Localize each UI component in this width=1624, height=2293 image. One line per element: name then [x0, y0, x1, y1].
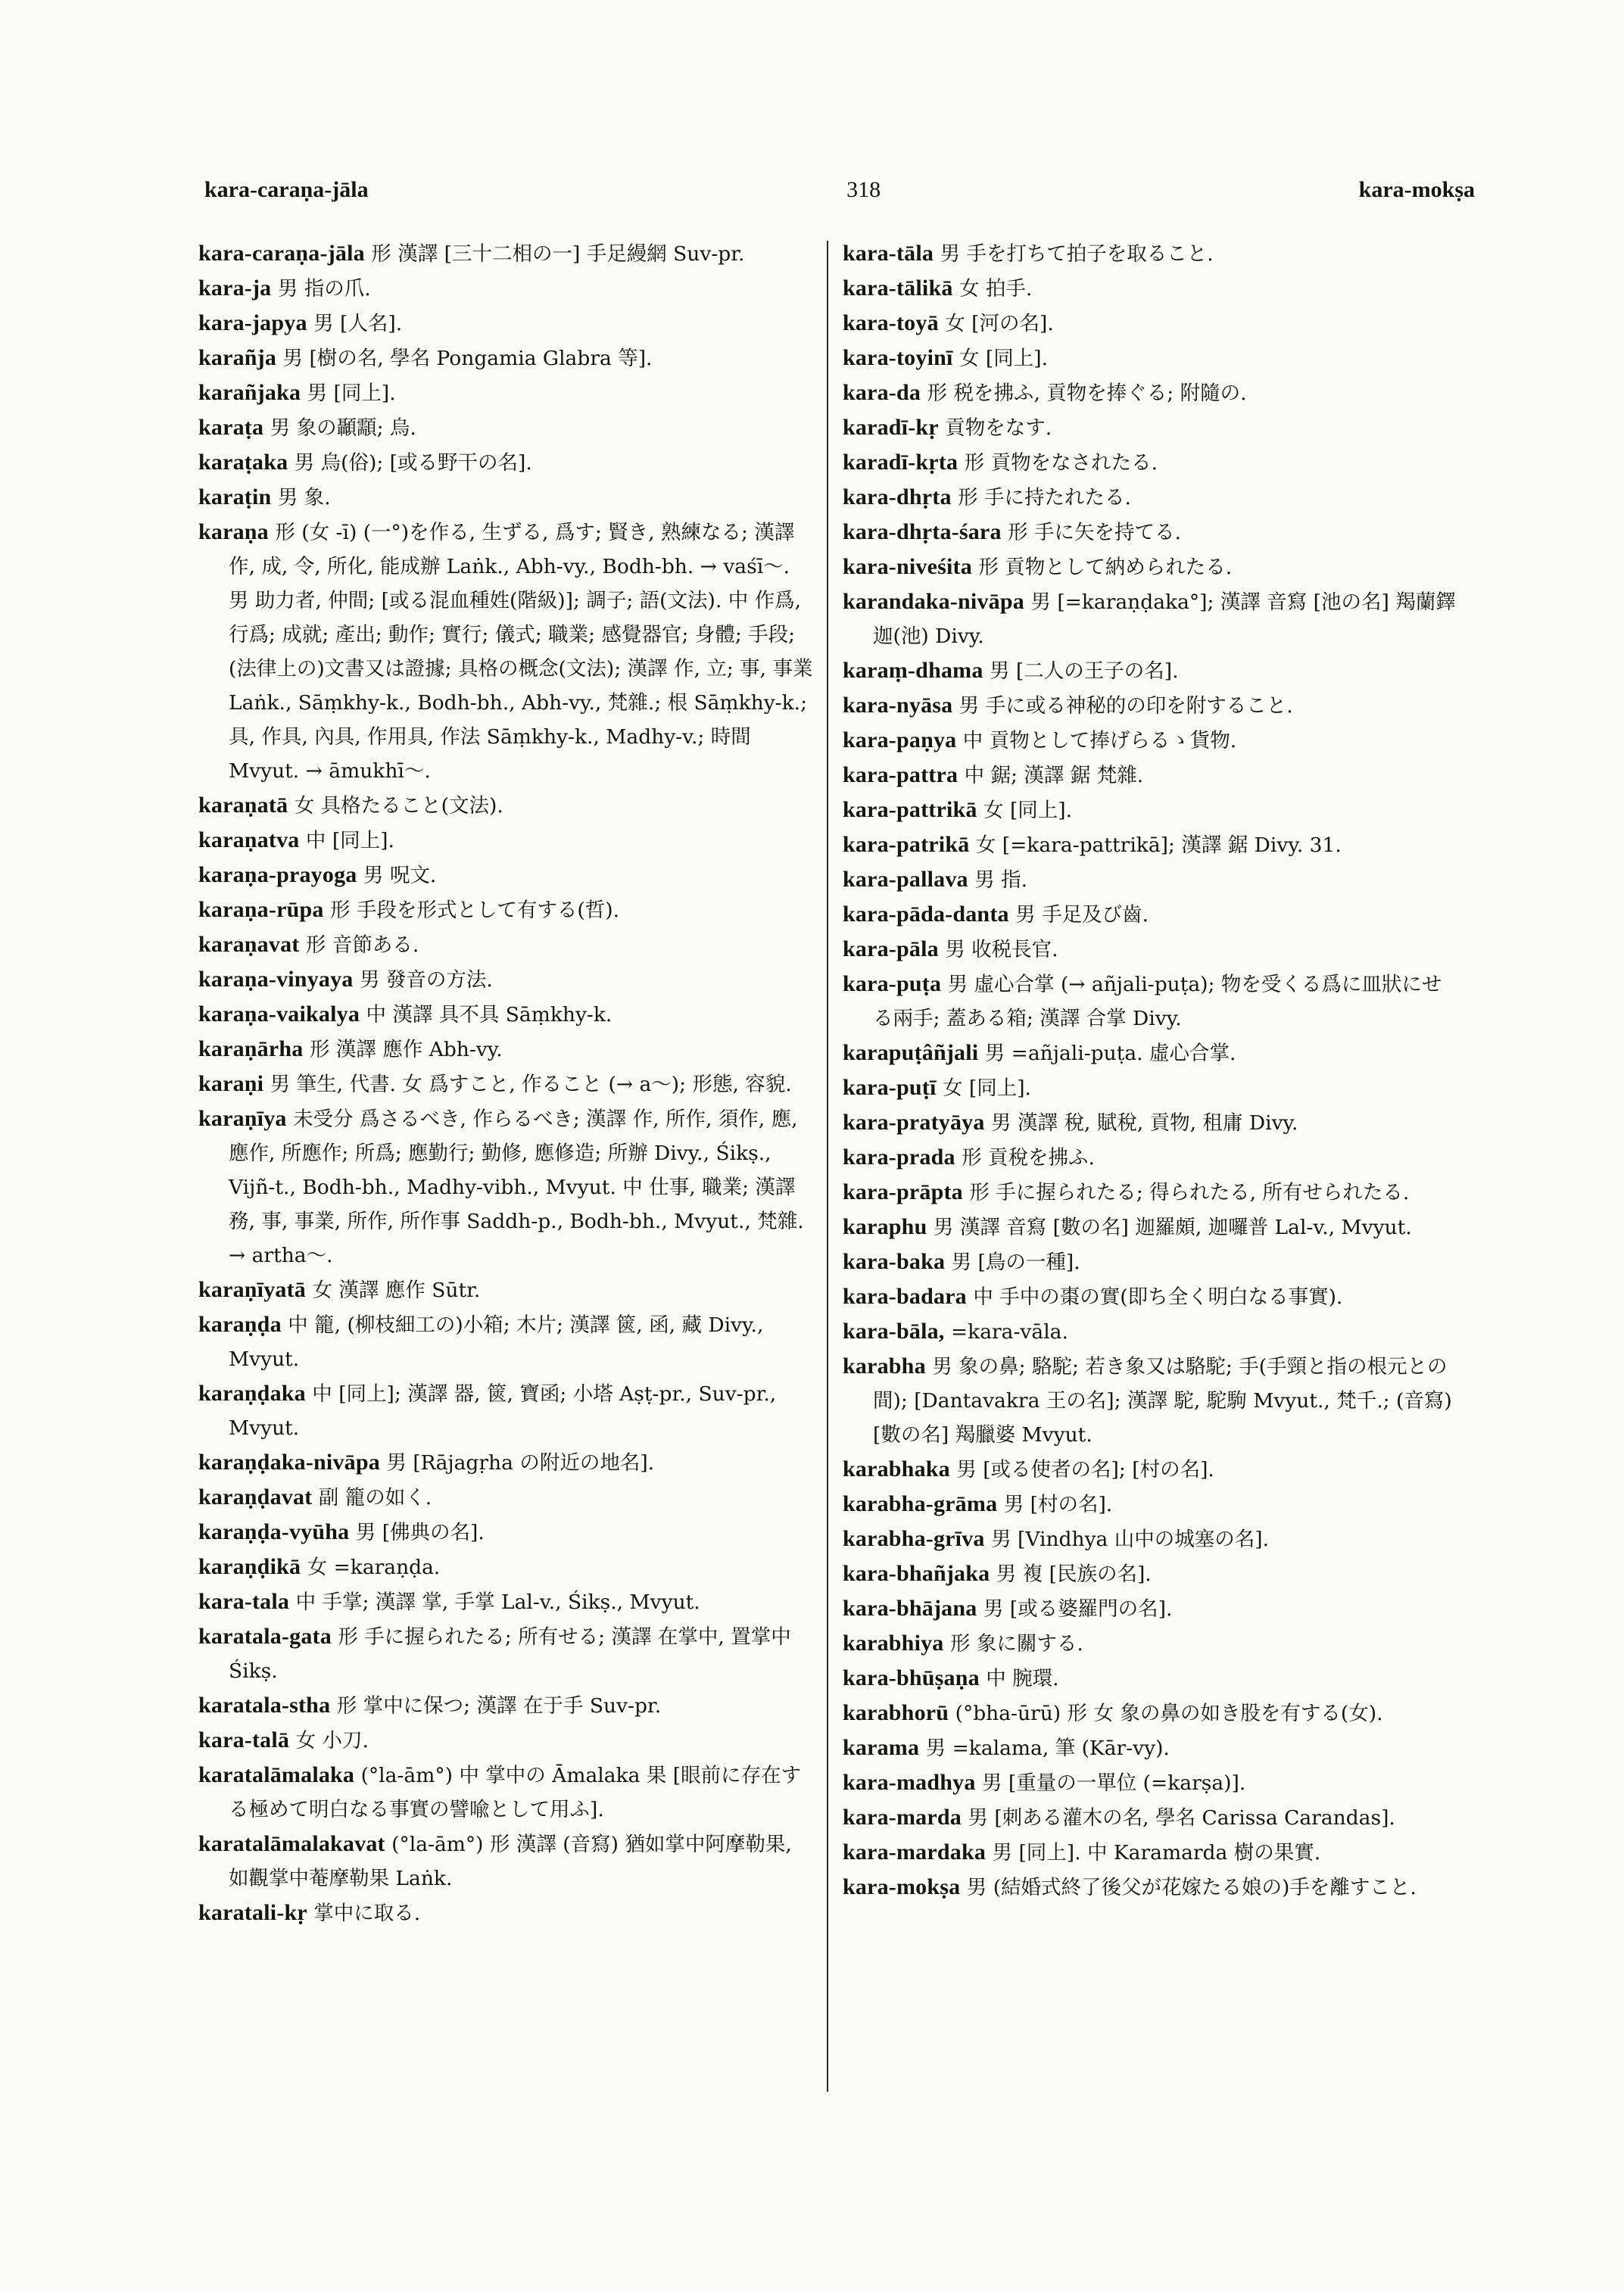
entry-definition: 女 小刀.	[295, 1729, 369, 1752]
dictionary-entry	[198, 515, 815, 788]
dictionary-entry	[843, 1800, 1457, 1835]
entry-headword: kara-badara	[843, 1284, 967, 1309]
entry-definition: 形 漢譯 [三十二相の一] 手足縵網 Suv-pr.	[371, 242, 745, 266]
dictionary-entry	[198, 1584, 815, 1619]
page-number: 318	[846, 177, 881, 202]
dictionary-entry	[843, 1870, 1457, 1905]
dictionary-entry	[198, 375, 815, 410]
dictionary-entry	[843, 1487, 1457, 1522]
dictionary-entry	[843, 758, 1457, 793]
left-column	[198, 236, 815, 2091]
entry-headword: kara-tālikā	[843, 276, 953, 301]
entry-headword: karaphu	[843, 1214, 927, 1239]
entry-definition: 中 漢譯 具不具 Sāṃkhy-k.	[366, 1003, 613, 1027]
dictionary-entry	[198, 1101, 815, 1273]
entry-headword: karaṇa-vaikalya	[198, 1002, 360, 1027]
entry-headword: kara-patrikā	[843, 832, 970, 857]
entry-definition: 形 貢物として納められたる.	[978, 556, 1233, 579]
dictionary-entry	[843, 688, 1457, 723]
dictionary-entry	[198, 341, 815, 375]
entry-definition: 男 呪文.	[363, 864, 437, 887]
entry-definition: 男 [重量の一單位 (=karṣa)].	[982, 1771, 1246, 1795]
entry-definition: 男 [鳥の一種].	[951, 1251, 1080, 1274]
dictionary-entry	[198, 962, 815, 997]
dictionary-entry	[198, 927, 815, 962]
entry-headword: kara-bhañjaka	[843, 1561, 990, 1586]
dictionary-entry	[843, 1591, 1457, 1626]
entry-headword: kara-pāda-danta	[843, 902, 1009, 927]
entry-definition: 形 貢稅を拂ふ.	[962, 1146, 1095, 1170]
entry-headword: karaṇīyatā	[198, 1277, 307, 1302]
dictionary-entry	[843, 932, 1457, 967]
entry-headword: kara-puṭī	[843, 1075, 937, 1100]
entry-headword: karañjaka	[198, 380, 301, 405]
entry-definition: 形 手に矢を持てる.	[1008, 521, 1181, 544]
entry-definition: 男 [同上]. 中 Karamarda 樹の果實.	[992, 1841, 1321, 1865]
running-head-first-entry: kara-caraṇa-jāla	[204, 177, 369, 202]
dictionary-entry	[843, 723, 1457, 758]
entry-definition: 男 指.	[974, 868, 1028, 892]
entry-headword: karatala-gata	[198, 1624, 332, 1649]
entry-headword: kara-bāla,	[843, 1319, 945, 1344]
dictionary-entry	[843, 1522, 1457, 1556]
dictionary-entry	[198, 1619, 815, 1688]
dictionary-entry	[843, 271, 1457, 306]
entry-headword: kara-tāla	[843, 241, 934, 266]
entry-definition: 女 拍手.	[959, 277, 1033, 301]
entry-definition: 男 =añjali-puṭa. 虛心合掌.	[984, 1042, 1236, 1065]
entry-definition: 中 [同上]; 漢譯 器, 篋, 寶函; 小塔 Aṣṭ-pr., Suv-pr., Mvyut.	[229, 1382, 777, 1440]
entry-headword: karaṇḍavat	[198, 1485, 313, 1509]
entry-headword: kara-talā	[198, 1728, 290, 1752]
entry-definition: 女 具格たること(文法).	[294, 794, 503, 818]
entry-definition: 中 手掌; 漢譯 掌, 手掌 Lal-v., Śikṣ., Mvyut.	[295, 1590, 700, 1614]
column-divider	[827, 241, 828, 2092]
entry-definition: 形 漢譯 應作 Abh-vy.	[309, 1038, 503, 1061]
dictionary-entry	[843, 1626, 1457, 1661]
entry-headword: karabha	[843, 1354, 926, 1379]
entry-definition: 形 (女 -ī) (一°)を作る, 生ずる, 爲す; 賢き, 熟練なる; 漢譯 作, 成, 令, 所化, 能成辦 Laṅk., Abh-vy., Bodh-bh. → vaśī〜. 男 助力者, 仲間; [或る混血種姓(階級)]; 調子; 語(文法). 中 作爲, 行爲; 成就; 產出; 動作; 實行; 儀式; 職業; 感覺器官; 身體; 手段; (法律上の)文書又は證據; 具格の概念(文法); 漢譯 作, 立; 事, 事業 Laṅk., Sāṃkhy-k., Bodh-bh., Abh-vy., 梵雜.; 根 Sāṃkhy-k.; 具, 作具, 內具, 作用具, 作法 Sāṃkhy-k., Madhy-v.; 時間 Mvyut. → āmukhī〜.	[229, 521, 813, 783]
dictionary-entry	[198, 480, 815, 515]
dictionary-entry	[843, 584, 1457, 653]
entry-headword: kara-pratyāya	[843, 1110, 985, 1135]
entry-definition: 男 象の鼻; 駱駝; 若き象又は駱駝; 手(手頸と指の根元との間); [Dantavakra 王の名]; 漢譯 駝, 駝駒 Mvyut., 梵千.; (音寫) [數の名] 羯臘婆 Mvyut.	[873, 1355, 1452, 1447]
entry-definition: 女 漢譯 應作 Sūtr.	[312, 1279, 481, 1302]
dictionary-entry	[843, 967, 1457, 1036]
entry-headword: kara-da	[843, 380, 921, 405]
entry-headword: kara-prada	[843, 1145, 955, 1170]
dictionary-entry	[843, 1731, 1457, 1765]
entry-definition: 掌中に取る.	[313, 1902, 421, 1925]
entry-headword: karabha-grāma	[843, 1491, 998, 1516]
entry-headword: karaṭa	[198, 415, 264, 440]
entry-definition: 女 [同上].	[959, 347, 1049, 370]
entry-headword: karabhiya	[843, 1631, 944, 1656]
entry-definition: (°la-ām°) 形 漢譯 (音寫) 猶如掌中阿摩勒果, 如觀掌中菴摩勒果 Laṅk.	[229, 1833, 792, 1890]
entry-definition: 中 [同上].	[305, 829, 394, 852]
dictionary-entry	[198, 858, 815, 893]
right-column	[843, 236, 1457, 2091]
entry-headword: kara-mokṣa	[843, 1874, 961, 1899]
entry-definition: 女 [河の名].	[945, 312, 1054, 335]
entry-headword: karaṇīya	[198, 1106, 287, 1131]
dictionary-entry	[843, 480, 1457, 515]
entry-headword: kara-mardaka	[843, 1840, 987, 1865]
entry-headword: karatali-kṛ	[198, 1900, 307, 1925]
entry-headword: kara-japya	[198, 310, 307, 335]
entry-definition: 男 收税長官.	[945, 938, 1058, 961]
dictionary-entry	[843, 897, 1457, 932]
dictionary-entry	[198, 1307, 815, 1376]
entry-definition: 男 [Rājagṛha の附近の地名].	[386, 1451, 655, 1475]
entry-definition: 形 手に握られたる; 所有せる; 漢譯 在掌中, 置掌中 Śikṣ.	[229, 1625, 791, 1683]
entry-definition: 形 掌中に保つ; 漢譯 在于手 Suv-pr.	[336, 1694, 662, 1718]
dictionary-entry	[198, 1515, 815, 1550]
entry-definition: =kara-vāla.	[950, 1320, 1068, 1344]
dictionary-entry	[198, 1723, 815, 1758]
dictionary-entry	[843, 862, 1457, 897]
entry-definition: 未受分 爲さるべき, 作らるべき; 漢譯 作, 所作, 須作, 應, 應作, 所應作; 所爲; 應勤行; 勤修, 應修造; 所辦 Divy., Śikṣ., Vijñ-t., Bodh-bh., Madhy-vibh., Mvyut. 中 仕事, 職業; 漢譯 務, 事, 事業, 所作, 所作事 Saddh-p., Bodh-bh., Mvyut., 梵雜. → artha〜.	[229, 1108, 804, 1267]
entry-definition: 男 手を打ちて拍子を取ること.	[940, 242, 1214, 266]
dictionary-entry	[843, 1140, 1457, 1175]
entry-definition: 男 虛心合掌 (→ añjali-puṭa); 物を受くる爲に皿狀にせる兩手; 蓋ある箱; 漢譯 合掌 Divy.	[873, 973, 1442, 1030]
entry-definition: 形 手段を形式として有する(哲).	[330, 899, 620, 922]
dictionary-entry	[198, 445, 815, 480]
entry-definition: 貢物をなす.	[945, 416, 1052, 440]
dictionary-entry	[843, 1070, 1457, 1105]
entry-definition: 中 貢物として捧げらるゝ貨物.	[962, 729, 1237, 752]
entry-definition: 中 鋸; 漢譯 鋸 梵雜.	[964, 764, 1144, 787]
dictionary-entry	[843, 1210, 1457, 1245]
dictionary-entry	[198, 1550, 815, 1584]
entry-headword: kara-paṇya	[843, 727, 957, 752]
entry-definition: 形 手に持たれたる.	[958, 486, 1131, 509]
entry-headword: karaṇḍaka	[198, 1381, 306, 1406]
entry-definition: 男 [或る使者の名]; [村の名].	[956, 1458, 1214, 1481]
entry-headword: kara-baka	[843, 1249, 946, 1274]
entry-definition: 男 [刺ある灌木の名, 學名 Carissa Carandas].	[968, 1806, 1395, 1830]
dictionary-entry	[198, 823, 815, 858]
entry-definition: 男 象.	[277, 486, 331, 509]
dictionary-entry	[843, 236, 1457, 271]
dictionary-entry	[843, 1175, 1457, 1210]
dictionary-entry	[198, 1376, 815, 1445]
dictionary-entry	[198, 306, 815, 341]
dictionary-entry	[843, 341, 1457, 375]
entry-definition: 男 漢譯 音寫 [數の名] 迦羅頗, 迦囉普 Lal-v., Mvyut.	[933, 1216, 1412, 1239]
entry-definition: 女 [同上].	[942, 1076, 1031, 1100]
dictionary-entry	[843, 653, 1457, 688]
entry-definition: 男 [人名].	[313, 312, 403, 335]
entry-definition: 男 烏(俗); [或る野干の名].	[294, 451, 532, 475]
entry-definition: 男 漢譯 稅, 賦稅, 貢物, 租庸 Divy.	[991, 1111, 1298, 1135]
entry-headword: karabhorū	[843, 1700, 949, 1725]
dictionary-entry	[198, 1480, 815, 1515]
dictionary-entry	[198, 1032, 815, 1067]
dictionary-entry	[198, 788, 815, 823]
entry-headword: karañja	[198, 345, 277, 370]
entry-headword: kara-puṭa	[843, 971, 942, 996]
dictionary-entry	[198, 1273, 815, 1307]
entry-headword: karatalāmalaka	[198, 1762, 355, 1787]
entry-definition: (°bha-ūrū) 形 女 象の鼻の如き股を有する(女).	[955, 1702, 1383, 1725]
entry-headword: karaṇḍa-vyūha	[198, 1519, 350, 1544]
dictionary-entry	[843, 1765, 1457, 1800]
entry-definition: 女 =karaṇḍa.	[307, 1556, 441, 1579]
dictionary-entry	[198, 1067, 815, 1101]
entry-headword: karaṇḍaka-nivāpa	[198, 1450, 380, 1475]
entry-headword: karama	[843, 1735, 920, 1760]
entry-headword: karapuṭâñjali	[843, 1040, 979, 1065]
dictionary-entry	[198, 271, 815, 306]
entry-headword: karandaka-nivāpa	[843, 589, 1024, 614]
entry-headword: karatalāmalakavat	[198, 1831, 385, 1856]
entry-headword: karabhaka	[843, 1456, 950, 1481]
dictionary-entry	[198, 410, 815, 445]
entry-definition: 副 籠の如く.	[318, 1486, 432, 1509]
entry-headword: karaṭaka	[198, 450, 288, 475]
dictionary-entry	[843, 550, 1457, 584]
dictionary-entry	[843, 827, 1457, 862]
dictionary-entry	[198, 1896, 815, 1930]
entry-headword: karabha-grīva	[843, 1526, 985, 1551]
entry-headword: kara-dhṛta	[843, 484, 952, 509]
entry-definition: (°la-ām°) 中 掌中の Āmalaka 果 [眼前に存在する極めて明白なる事實の譬喩として用ふ].	[229, 1764, 802, 1821]
entry-headword: karadī-kṛ	[843, 415, 939, 440]
entry-definition: 形 象に關する.	[949, 1632, 1083, 1656]
dictionary-entry	[843, 1036, 1457, 1070]
entry-headword: kara-pallava	[843, 867, 968, 892]
entry-headword: kara-ja	[198, 276, 272, 301]
entry-headword: kara-bhājana	[843, 1596, 977, 1621]
entry-headword: kara-tala	[198, 1589, 290, 1614]
dictionary-entry	[843, 445, 1457, 480]
entry-definition: 男 =kalama, 筆 (Kār-vy).	[925, 1737, 1170, 1760]
dictionary-entry	[843, 1245, 1457, 1279]
entry-definition: 男 [樹の名, 學名 Pongamia Glabra 等].	[282, 347, 653, 370]
dictionary-entry	[198, 893, 815, 927]
entry-headword: kara-dhṛta-śara	[843, 519, 1002, 544]
entry-definition: 形 税を拂ふ, 貢物を捧ぐる; 附隨の.	[927, 382, 1247, 405]
entry-headword: karadī-kṛta	[843, 450, 959, 475]
entry-headword: karaṇa	[198, 519, 269, 544]
dictionary-entry	[843, 1279, 1457, 1314]
entry-headword: kara-pattrikā	[843, 797, 977, 822]
entry-definition: 中 籠, (柳枝細工の)小箱; 木片; 漢譯 篋, 函, 藏 Divy., Mvyut.	[229, 1313, 764, 1371]
entry-headword: kara-niveśita	[843, 554, 972, 579]
entry-headword: karaṇḍikā	[198, 1554, 301, 1579]
entry-definition: 男 [二人の王子の名].	[989, 659, 1179, 683]
entry-headword: kara-madhya	[843, 1770, 976, 1795]
running-head-last-entry: kara-mokṣa	[1358, 177, 1475, 202]
entry-definition: 男 [=karaṇḍaka°]; 漢譯 音寫 [池の名] 羯蘭鐸迦(池) Divy.	[873, 590, 1456, 648]
entry-definition: 中 手中の棗の實(即ち全く明白なる事實).	[973, 1285, 1343, 1309]
dictionary-entry	[843, 1349, 1457, 1452]
entry-definition: 男 手足及び齒.	[1015, 903, 1149, 927]
entry-headword: karaṇavat	[198, 932, 300, 957]
entry-definition: 男 指の爪.	[277, 277, 371, 301]
entry-definition: 女 [同上].	[983, 799, 1073, 822]
dictionary-entry	[198, 236, 815, 271]
entry-headword: karaṇa-prayoga	[198, 862, 357, 887]
entry-definition: 形 貢物をなされたる.	[964, 451, 1158, 475]
entry-definition: 男 [或る婆羅門の名].	[983, 1597, 1173, 1621]
entry-headword: karaṇa-vinyaya	[198, 967, 354, 992]
dictionary-entry	[843, 1661, 1457, 1696]
entry-headword: karaṭin	[198, 484, 272, 509]
entry-headword: kara-pāla	[843, 936, 939, 961]
dictionary-entry	[843, 306, 1457, 341]
entry-definition: 男 筆生, 代書. 女 爲すこと, 作ること (→ a〜); 形態, 容貌.	[270, 1073, 792, 1096]
entry-definition: 女 [=kara-pattrikā]; 漢譯 鋸 Divy. 31.	[975, 833, 1342, 857]
entry-definition: 男 複 [民族の名].	[996, 1562, 1152, 1586]
entry-definition: 男 [村の名].	[1003, 1493, 1113, 1516]
entry-headword: kara-toyā	[843, 310, 939, 335]
entry-headword: kara-pattra	[843, 762, 959, 787]
entry-headword: karaṇatā	[198, 793, 288, 818]
dictionary-entry	[843, 1556, 1457, 1591]
entry-definition: 男 手に或る神秘的の印を附すること.	[959, 694, 1293, 718]
entry-headword: karaṃ-dhama	[843, 658, 983, 683]
dictionary-entry	[198, 1758, 815, 1827]
entry-definition: 男 (結婚式終了後父が花嫁たる娘の)手を離すこと.	[966, 1876, 1417, 1899]
entry-headword: karaṇḍa	[198, 1312, 282, 1337]
entry-headword: kara-toyinī	[843, 345, 953, 370]
dictionary-entry	[198, 1445, 815, 1480]
dictionary-entry	[843, 1452, 1457, 1487]
running-head	[204, 171, 1475, 209]
entry-definition: 男 [Vindhya 山中の城塞の名].	[991, 1528, 1270, 1551]
entry-definition: 男 象の顳顬; 烏.	[270, 416, 416, 440]
entry-headword: karaṇi	[198, 1071, 264, 1096]
dictionary-entry	[843, 515, 1457, 550]
entry-headword: kara-caraṇa-jāla	[198, 241, 365, 266]
entry-definition: 男 發音の方法.	[359, 968, 493, 992]
entry-headword: kara-prāpta	[843, 1179, 963, 1204]
dictionary-entry	[843, 375, 1457, 410]
entry-definition: 形 手に握られたる; 得られたる, 所有せられたる.	[969, 1181, 1410, 1204]
entry-definition: 男 [佛典の名].	[355, 1521, 485, 1544]
entry-headword: kara-marda	[843, 1805, 962, 1830]
dictionary-entry	[843, 1696, 1457, 1731]
dictionary-entry	[843, 1835, 1457, 1870]
entry-headword: karaṇārha	[198, 1036, 304, 1061]
dictionary-entry	[198, 1688, 815, 1723]
dictionary-entry	[843, 793, 1457, 827]
entry-headword: karaṇa-rūpa	[198, 897, 324, 922]
entry-headword: karatala-stha	[198, 1693, 331, 1718]
dictionary-entry	[843, 410, 1457, 445]
dictionary-entry	[198, 997, 815, 1032]
entry-headword: karaṇatva	[198, 827, 300, 852]
dictionary-entry	[843, 1105, 1457, 1140]
entry-headword: kara-nyāsa	[843, 693, 953, 718]
entry-headword: kara-bhūṣaṇa	[843, 1665, 980, 1690]
dictionary-entry	[843, 1314, 1457, 1349]
entry-definition: 男 [同上].	[307, 382, 396, 405]
dictionary-entry	[198, 1827, 815, 1896]
entry-definition: 中 腕環.	[986, 1667, 1059, 1690]
entry-definition: 形 音節ある.	[305, 933, 419, 957]
